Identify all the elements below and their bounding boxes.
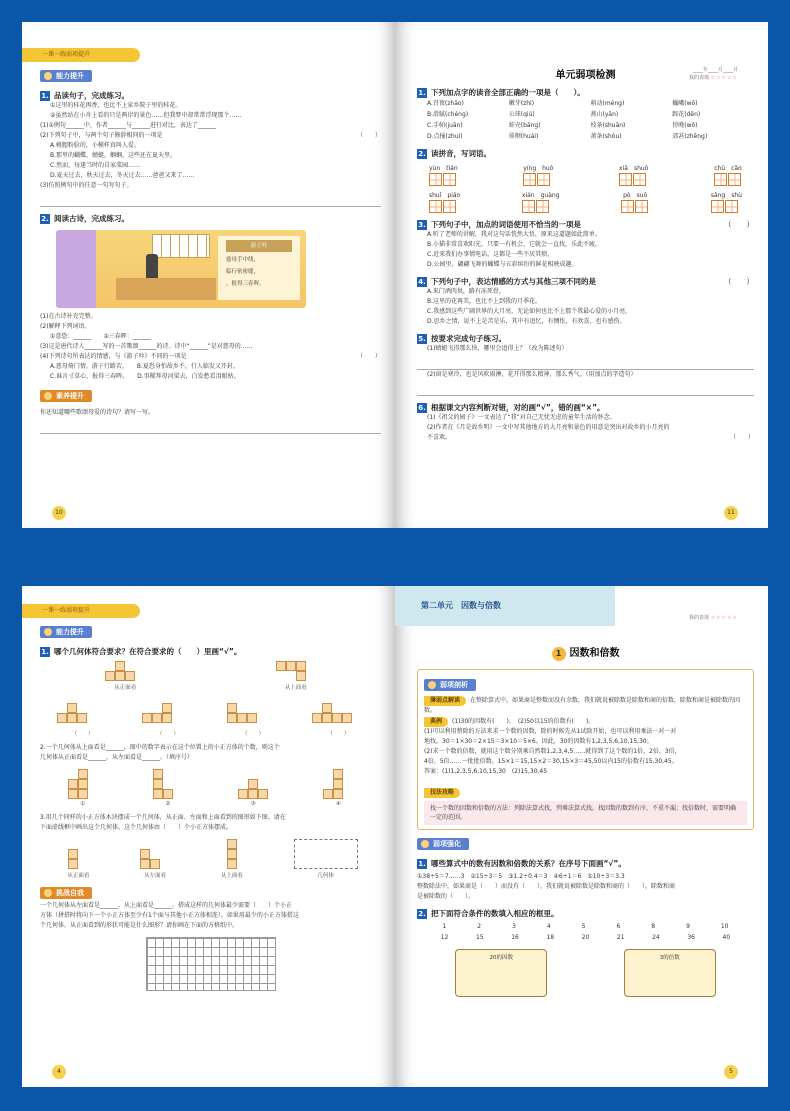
text-line: 方体（拼搭时将向下一个小正方体至少有1个面与其他小正方体相连）。如果用最少的小正方体搭这 (40, 912, 299, 919)
option: A.听了老师的讲解，我对这句话恍然大悟，原来这道题如此简单。 (427, 231, 601, 238)
page-banner: 一课一练弱项提升 (22, 604, 140, 618)
poem-title: 游子吟 (226, 240, 292, 252)
text-line: 整数除法中，如果商是（ ）而没有（ ），我们就说被除数是除数和商的（ ），除数和商 (417, 883, 676, 890)
page-number: 11 (724, 506, 738, 520)
top-spread (22, 22, 768, 528)
brain-icon (44, 72, 52, 80)
rating-stars[interactable]: ☆☆☆☆☆ (710, 75, 738, 81)
window (152, 234, 210, 258)
tip-text: 找一个数的因数和倍数的方法：列除法算式找，列乘法算式找。找因数的数到有序，不重不漏；找倍数时，需要明确一定的范围。 (424, 801, 747, 825)
brain-icon (44, 628, 52, 636)
section-tag: 能力提升 (40, 70, 92, 82)
text-line: (2)窗是寒冷，也是风吹雨淋，花开得那么精神，那么秀气。（用加点的字造句） (427, 371, 637, 378)
question-1: 1. 哪个几何体符合要求？在符合要求的（ ）里画“√”。 (41, 647, 242, 656)
question-2: 2. 把下面符合条件的数填入相应的框里。 (418, 909, 559, 918)
page-number: 4 (52, 1065, 66, 1079)
poem-card (218, 236, 300, 300)
text-line: 不喜欢。 （ ） (427, 434, 754, 441)
text-line: (2)下列句子中，与两个句子修辞相同的一项是 （ ） (40, 132, 381, 139)
text-line: 3.用几个同样的小正方体木块摆成一个几何体，从正面、左面和上面看到的图形如下图。请在 (40, 814, 286, 821)
text-line: 你还知道哪些歌颂母爱的诗句？请写一写。 (40, 409, 155, 416)
text-line: (1)《祖父的园子》一文表达了“我”对自己无忧无虑的童年生活的怀念。 (427, 414, 616, 421)
page-11 (395, 22, 768, 528)
answer-line (417, 358, 754, 370)
brain-icon (421, 840, 429, 848)
view-figures-3: 从正面看 从左面看 从上面看 几何体 (40, 839, 381, 879)
performance-box: 我的表现 ☆☆☆☆☆ (688, 615, 738, 621)
question-6: 6. 根据课文内容判断对错，对的画“√”，错的画“×”。 (418, 403, 605, 412)
lamp-icon (146, 254, 158, 278)
text-line: (3)仿照例句中的任意一句写句子。 (40, 182, 133, 189)
text-line: ①意恐：______ ②三春晖：______ (50, 333, 151, 340)
text-line: 典例 (1)30的因数有( )。 (2)50以15的倍数有( )。 (424, 717, 747, 727)
text-line: 一个几何体从左面看是______，从上面看是______。搭成这样的几何体最少需要（ ）个小正 (40, 902, 293, 909)
text-line: 答案：(1)1,2,3,5,6,10,15,30 (2)15,30,45 (424, 768, 548, 775)
number-row: 12 15 16 18 20 21 24 36 40 (440, 934, 731, 941)
tip-label: 技法攻略 (424, 788, 460, 798)
multiples-box[interactable]: 3的倍数 (624, 949, 716, 997)
table (116, 278, 216, 300)
analysis-panel (417, 669, 754, 830)
brain-icon (428, 681, 436, 689)
text-line: (2)求一个数的倍数，就用这个数分别乘自然数1,2,3,4,5……就得到了这个数的1倍，2倍，3倍， (424, 748, 681, 755)
text-line: 2.一个几何体从上面看是______，图中的数字表示在这个位置上的小正方体的个数，则这个 (40, 744, 280, 751)
poem-line: 临行密密缝， (226, 269, 260, 275)
trophy-icon (44, 889, 52, 897)
text-line: (2)解释下列词语。 (40, 323, 91, 330)
page-number: 10 (52, 506, 66, 520)
section-tag: 弱项强化 (417, 838, 469, 850)
section-tag: 挑战自我 (40, 887, 92, 899)
option: C.我感到这些广阔世界的大月亮，无论如何也比不上那个我最心爱的小月亮。 (427, 308, 632, 315)
option: D.夏天过去，秋天过去，冬天过去……爸爸又来了…… (50, 172, 195, 179)
view-figures: 从正面看 从上面看 (40, 661, 381, 691)
number-row: 1 2 3 4 5 6 8 9 10 (442, 923, 729, 930)
text-line: 是被除数的（ ）。 (417, 893, 475, 900)
section-tag: 素养提升 (40, 390, 92, 402)
grid-paper[interactable] (146, 937, 276, 991)
option: B.小猫非常喜欢阳光，只要一有机会，它就会一直找，乐此不疲。 (427, 241, 602, 248)
question-4: 4. 下列句子中，表达情感的方式与其他三项不同的是 （ ） (418, 277, 754, 286)
text-line: (1)蜻蜓飞得那么快，哪里会追得上？（改为陈述句） (427, 345, 568, 352)
option: D.思乡之情，说不上是苦是乐，其中有追忆，有惆怅，有欢喜，也有感伤。 (427, 318, 626, 325)
text-line: (2)作者在《月是故乡明》一文中写其他地方的大月亮和景色的用意是突出对故乡的小月亮的 (427, 424, 670, 431)
answer-line (417, 384, 754, 396)
text-line: 4倍，5倍……一批批倍数。15×1＝15,15×2＝30,15×3＝45,50以内15的倍数有15,30,45。 (424, 758, 678, 765)
page-banner: 一课一练弱项提升 (22, 48, 140, 62)
question-1: 1. 下列加点字的读音全部正确的一项是（ ）。 (418, 88, 585, 97)
text-line: 个几何体，从正面看到的形状可能是什么图形？请你画在下面的方格纸中。 (40, 922, 239, 929)
view-options: ① ② ③ ④ (40, 769, 381, 807)
section-tag: 能力提升 (40, 626, 92, 638)
option: A.慈母倚门情，游子行路苦。 B.夏恐身怕故乡不，行人临发又开封。 (50, 363, 239, 370)
page-number: 5 (724, 1065, 738, 1079)
bottom-spread (22, 586, 768, 1087)
question-1: 1. 品读句子，完成练习。 (41, 91, 129, 100)
performance-box: ____年____月____日 我的表现 ☆☆☆☆☆ (688, 67, 738, 81)
option: D.公园里，翩翩飞舞的蝴蝶与五彩缤纷的鲜花相映成趣。 (427, 261, 578, 268)
question-1: 1. 哪些算式中的数有因数和倍数的关系？在序号下面画“√”。 (418, 859, 626, 868)
option: B.这里的花再美，也比不上到我的月季花。 (427, 298, 542, 305)
page-10 (22, 22, 395, 528)
rating-stars[interactable]: ☆☆☆☆☆ (710, 615, 738, 621)
question-2: 2. 读拼音，写词语。 (418, 149, 491, 158)
text-line: 几何体从正面看是______，从左面看是______。（填序号） (40, 754, 194, 761)
poem-line: 慈母手中线， (226, 257, 260, 263)
text-line: (3)这是唐代诗人______写的一首歌颂______的诗。诗中“______”是对慈母的…… (40, 343, 253, 350)
text-line: 下面虚线框中画出这个几何体。这个几何体由（ ）个小正方体摆成。 (40, 824, 233, 831)
curtain (56, 230, 96, 308)
option: A.来门洒肉臭，路有冻死骨。 (427, 288, 505, 295)
section-tag: 弱项剖析 (424, 679, 476, 691)
poem-illustration (56, 230, 306, 308)
text-line: ②虽然站在小舟上看的只是两岸的景色……但我梦中却常常浮现那个…… (50, 112, 242, 119)
factors-box[interactable]: 20的因数 (455, 949, 547, 997)
poem-line: ，报得三春晖。 (226, 281, 265, 287)
option: C.近来我们办事情电话，这都是一些不厌其烦。 (427, 251, 554, 258)
section-title: 1 因数和倍数 (417, 644, 754, 661)
text-line: ①这里的桂花再香，也比不上家乡院子里的桂花。 (50, 102, 182, 109)
text-line: (1)在古诗补充完整。 (40, 313, 97, 320)
pinyin-row: yùn tián yíng huǒ xiā shuō chū cǎo (417, 163, 754, 186)
formulas: ①38÷5＝7……3 ②15÷3＝5 ③1.2÷0.4＝3 ④6÷1＝6 ⑤10÷3＝3.3 (417, 873, 625, 880)
question-5: 5. 按要求完成句子练习。 (418, 334, 506, 343)
answer-line (40, 195, 381, 207)
question-3: 3. 下列句子中，加点的词语使用不恰当的一项是 （ ） (418, 220, 754, 229)
answer-boxes (417, 949, 754, 997)
page-title: 单元弱项检测 (555, 70, 616, 81)
option: A.桃腮粉脸的，小模样真叫人爱。 (50, 142, 140, 149)
page-5 (395, 586, 768, 1087)
text-line: (4)下列诗句所表达的情感，与《游子吟》不同的一项是 （ ） (40, 353, 381, 360)
text-line: 地找。30＝1×30＝2×15＝3×10＝5×6。因此，30的因数有1,2,3,5,6,10,15,30。 (424, 738, 653, 745)
cube-choices: （ ） （ ） （ ） （ ） (40, 697, 381, 737)
text-line: (1)可以利用整除的方法来求一个数的因数，除的时候先从1试除开始，也可以利用乘法一对一对 (424, 728, 677, 735)
option: C.谁言寸草心，报得三春晖。 D.事稀拜母河梁去，白发愁看泪眼枯。 (50, 373, 240, 380)
option: B.那里的蝴蝶，蜻蜓，蝈蝈，这些还在夏天里。 (50, 152, 177, 159)
page-4 (22, 586, 395, 1087)
unit-title: 第二单元 因数与倍数 (421, 601, 501, 610)
answer-line (40, 422, 381, 434)
star-icon (44, 392, 52, 400)
options-grid: A.召夜(zhāo) 嫩芽(zhì) 萌动(méng) 巍峨(wō) B.滑腻(chéng) 公球(qiú) 燕山(yān) 蹄花(dēn) C.手帕(juān) 蚌壳(bāng) 枝条(shuān) 傍晚(wō) D.点撞(zhuì) 徘徊(huái) 萧条(shōu) 郊甚(zhēng) (427, 100, 708, 140)
question-2: 2. 阅读古诗，完成练习。 (41, 214, 129, 223)
pinyin-row: shuǐ piáo xián guàng pò suǒ sāng shù (417, 190, 754, 213)
text-line: (1)①例句______中，作者______与______进行对比，表达了______ (40, 122, 216, 129)
option: C.然而，每逢当时的自家菜园…… (50, 162, 141, 169)
text-line: 薄弱点解读 在整除算式中，如果商是整数而没有余数，我们就说被除数是除数和商的倍数，除数和商是被除数的因数。 (424, 697, 741, 714)
